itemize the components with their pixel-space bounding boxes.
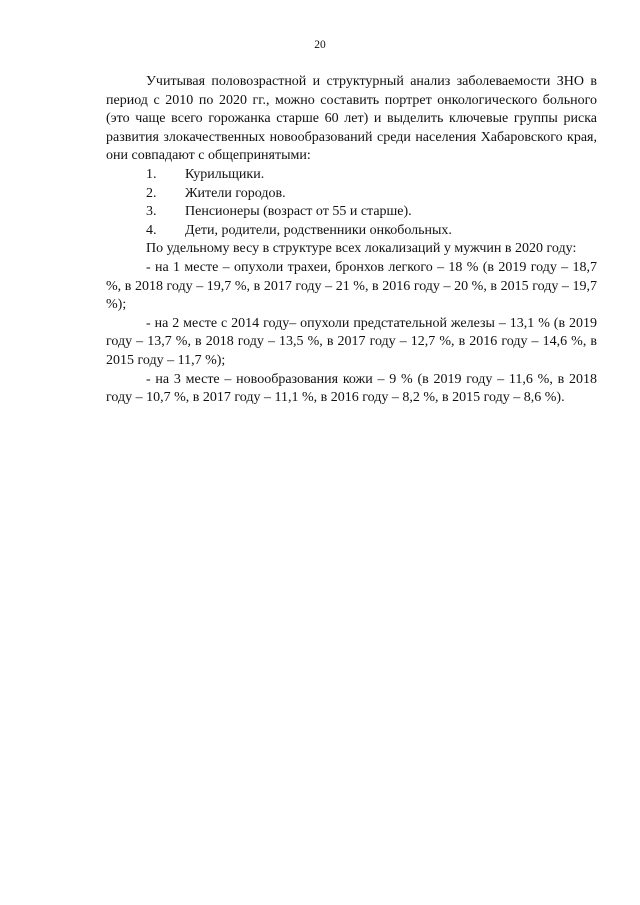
page-body [106, 73, 597, 408]
list-item-number: 4. [146, 222, 157, 238]
place-1-paragraph: - на 1 месте – опухоли трахеи, бронхов легкого – 18 % (в 2019 году – 18,7 %, в 2018 году – 19,7 %, в 2017 году – 21 %, в 2016 году – 20 %, в 2015 году – 19,7 %); [106, 259, 597, 313]
risk-groups-list [106, 166, 597, 240]
men-structure-paragraph: По удельному весу в структуре всех локализаций у мужчин в 2020 году: [146, 241, 577, 257]
list-item-number: 3. [146, 204, 157, 220]
list-item-number: 1. [146, 166, 157, 182]
place-2-paragraph: - на 2 месте с 2014 году– опухоли предстательной железы – 13,1 % (в 2019 году – 13,7 %, в 2018 году – 13,5 %, в 2017 году – 12,7 %, в 2016 году – 14,6 %, в 2015 году – 11,7 %); [106, 315, 597, 368]
place-3-paragraph: - на 3 месте – новообразования кожи – 9 % (в 2019 году – 11,6 %, в 2018 году – 10,7 %, в 2017 году – 11,1 %, в 2016 году – 8,2 %, в 2015 году – 8,6 %). [106, 371, 597, 406]
list-item-text: Дети, родители, родственники онкобольных. [185, 222, 452, 238]
list-item [106, 185, 597, 204]
list-item-text: Жители городов. [185, 185, 286, 201]
list-item [106, 203, 597, 222]
list-item [106, 222, 597, 241]
page-number: 20 [314, 39, 326, 51]
list-item [106, 166, 597, 185]
list-item-text: Пенсионеры (возраст от 55 и старше). [185, 204, 412, 220]
list-item-text: Курильщики. [185, 166, 265, 182]
list-item-number: 2. [146, 185, 157, 201]
intro-paragraph: Учитывая половозрастной и структурный анализ заболеваемости ЗНО в период с 2010 по 2020 гг., можно составить портрет онкологического больного (это чаще всего горожанка старше 60 лет) и выделить ключевые группы риска развития злокачественных новообразований среди населения Хабаровского края, они совпадают с общепринятыми: [106, 74, 597, 164]
